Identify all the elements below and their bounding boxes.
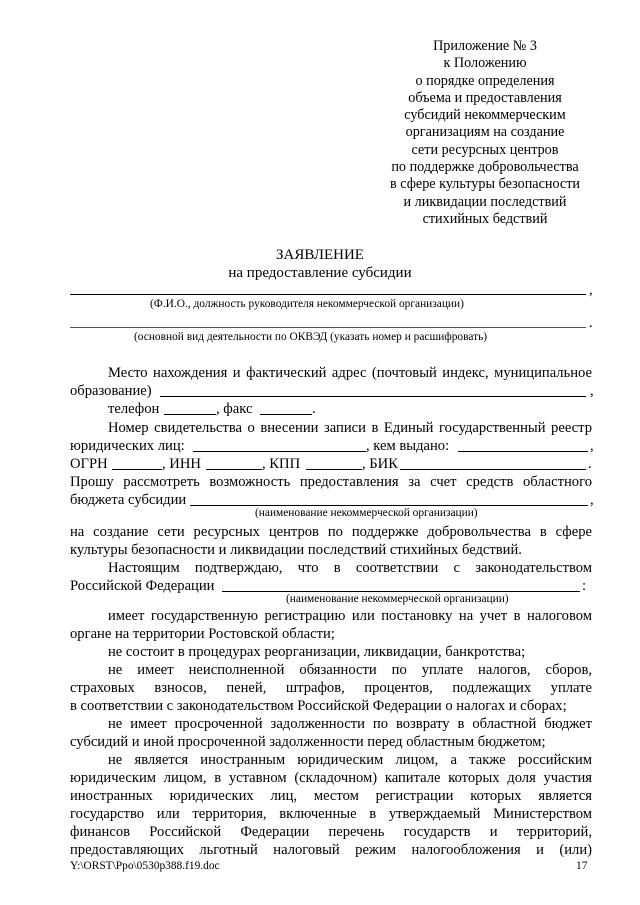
registry-label: юридических лиц: [70, 438, 185, 454]
registry-line1: Номер свидетельства о внесении записи в Единый государственный реестр [108, 420, 592, 436]
ogrn-blank[interactable] [112, 469, 162, 470]
okved-caption: (основной вид деятельности по ОКВЭД (указать номер и расшифровать) [134, 331, 488, 343]
fax-blank[interactable] [260, 414, 312, 415]
condition-2: не состоит в процедурах реорганизации, ликвидации, банкротства; [108, 644, 526, 660]
request-line2: бюджета субсидии [70, 492, 187, 508]
inn-blank[interactable] [206, 469, 262, 470]
org-name-caption: (наименование некоммерческой организации) [255, 507, 478, 519]
condition-4-line1: не имеет просроченной задолженности по возврату в областной бюджет [108, 716, 592, 732]
kpp-blank[interactable] [306, 469, 362, 470]
condition-3-line3: в соответствии с законодательством Российской Федерации о налогах и сборах; [70, 698, 567, 714]
bik-period: . [588, 456, 592, 472]
annex-line: Приложение № 3 [433, 38, 537, 54]
annex-line: и ликвидации последствий [403, 193, 567, 210]
condition-5-line4: государство или территория, включенные в утверждаемый Министерством [70, 806, 592, 822]
condition-5-line6: предоставляющих льготный налоговый режим налогообложения и (или) [70, 842, 592, 858]
org-name-blank[interactable] [190, 505, 588, 506]
fax-label: , факс [216, 401, 253, 417]
condition-3-line2: страховых взносов, пеней, штрафов, процентов, подлежащих уплате [70, 680, 592, 696]
annex-line: к Положению [443, 55, 527, 72]
condition-3-line1: не имеет неисполненной обязанности по уплате налогов, сборов, [108, 662, 592, 678]
phone-blank[interactable] [164, 414, 216, 415]
location-line2: образование) [70, 383, 152, 399]
bik-blank[interactable] [400, 469, 586, 470]
issued-by-comma: , [590, 438, 594, 454]
org-name-comma: , [590, 492, 594, 508]
bik-label: , БИК [362, 456, 398, 472]
fio-caption: (Ф.И.О., должность руководителя некоммерческой организации) [150, 298, 464, 310]
fax-period: . [312, 401, 316, 417]
annex-line: сети ресурсных центров [411, 141, 559, 158]
okved-period: . [589, 315, 593, 331]
annex-line: организациям на создание [405, 124, 565, 141]
condition-4-line2: субсидий и иной просроченной задолженности перед областным бюджетом; [70, 734, 546, 750]
condition-5-line3: иностранных юридических лиц, местом регистрации которых является [70, 788, 592, 804]
address-comma: , [590, 383, 594, 399]
okved-blank[interactable] [70, 327, 586, 328]
confirm-line1: Настоящим подтверждаю, что в соответствии с законодательством [108, 560, 592, 576]
document-subtitle: на предоставление субсидии [228, 265, 412, 281]
annex-line: по поддержке добровольчества [391, 159, 579, 176]
issued-by-label: , кем выдано: [366, 438, 450, 454]
document-title: ЗАЯВЛЕНИЕ [276, 247, 364, 263]
annex-line: о порядке определения [415, 72, 555, 89]
annex-line: субсидий некоммерческим [404, 107, 566, 124]
purpose-line1: на создание сети ресурсных центров по поддержке добровольчества в сфере [70, 524, 592, 540]
request-line1: Прошу рассмотреть возможность предоставления за счет средств областного [70, 474, 592, 490]
condition-5-line2: юридическим лицом, в уставном (складочном) капитале которых доля участия [70, 770, 592, 786]
condition-5-line5: финансов Российской Федерации перечень государств и территорий, [70, 824, 592, 840]
fio-comma: , [589, 282, 593, 298]
annex-line: объема и предоставления [408, 89, 562, 106]
confirm-line2: Российской Федерации [70, 578, 215, 594]
annex-header [370, 38, 600, 228]
condition-5-line1: не является иностранным юридическим лицом, а также российским [108, 752, 592, 768]
address-blank[interactable] [160, 396, 586, 397]
fio-blank[interactable] [70, 294, 586, 295]
registry-number-blank[interactable] [193, 451, 366, 452]
annex-line: стихийных бедствий [422, 210, 548, 227]
annex-line: в сфере культуры безопасности [389, 176, 581, 193]
inn-label: , ИНН [162, 456, 201, 472]
kpp-label: , КПП [262, 456, 301, 472]
footer-file-path: Y:\ORST\Ppo\0530p388.f19.doc [70, 860, 220, 872]
phone-label: телефон [108, 401, 160, 417]
purpose-line2: культуры безопасности и ликвидации последствий стихийных бедствий. [70, 542, 522, 558]
ogrn-label: ОГРН [70, 456, 108, 472]
org-name-caption-2: (наименование некоммерческой организации) [286, 593, 509, 605]
org-name-blank-2[interactable] [222, 591, 580, 592]
confirm-colon: : [582, 578, 587, 594]
page-number: 17 [576, 860, 588, 872]
condition-1-line2: органе на территории Ростовской области; [70, 626, 335, 642]
location-line1: Место нахождения и фактический адрес (почтовый индекс, муниципальное [108, 365, 592, 381]
condition-1-line1: имеет государственную регистрацию или постановку на учет в налоговом [108, 608, 592, 624]
issued-by-blank[interactable] [458, 451, 588, 452]
